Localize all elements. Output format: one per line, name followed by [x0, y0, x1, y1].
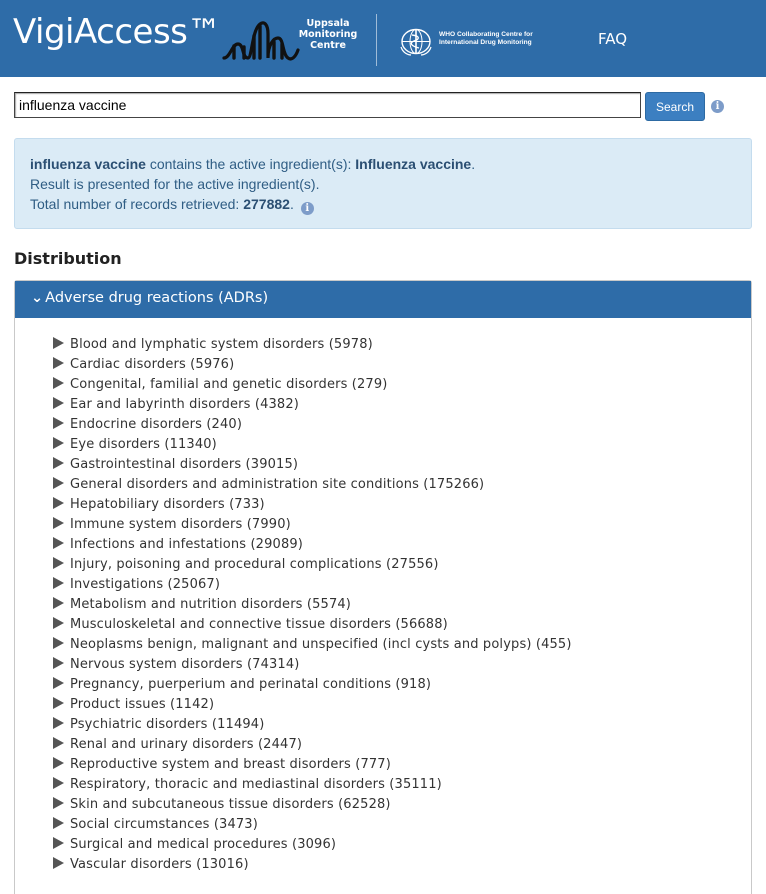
expand-arrow-icon[interactable] [53, 497, 64, 509]
adr-tree-item[interactable] [53, 836, 572, 856]
adr-tree-item[interactable] [53, 716, 572, 736]
result-total-suffix: . [289, 196, 294, 212]
adr-tree-item[interactable] [53, 676, 572, 696]
result-drug-name: influenza vaccine [30, 156, 146, 172]
adr-panel-title: Adverse drug reactions (ADRs) [45, 290, 269, 306]
adr-tree-item[interactable] [53, 516, 572, 536]
total-info-icon[interactable]: i [301, 202, 314, 215]
adr-tree-item-label: Hepatobiliary disorders (733) [70, 497, 265, 512]
site-header [0, 0, 766, 77]
adr-tree-item[interactable] [53, 696, 572, 716]
expand-arrow-icon[interactable] [53, 397, 64, 409]
result-total-value: 277882 [243, 196, 290, 212]
adr-tree-item-label: Infections and infestations (29089) [70, 537, 304, 552]
distribution-title: Distribution [14, 249, 122, 268]
adr-tree-item[interactable] [53, 756, 572, 776]
adr-tree-item[interactable] [53, 416, 572, 436]
expand-arrow-icon[interactable] [53, 677, 64, 689]
chevron-down-icon: ⌄ [31, 290, 44, 306]
adr-tree-item-label: Metabolism and nutrition disorders (5574) [70, 597, 352, 612]
adr-tree-item[interactable] [53, 496, 572, 516]
adr-tree-item-label: General disorders and administration site conditions (175266) [70, 477, 485, 492]
expand-arrow-icon[interactable] [53, 837, 64, 849]
adr-tree-item[interactable] [53, 556, 572, 576]
expand-arrow-icon[interactable] [53, 597, 64, 609]
adr-tree-item[interactable] [53, 776, 572, 796]
adr-tree-item[interactable] [53, 656, 572, 676]
expand-arrow-icon[interactable] [53, 517, 64, 529]
adr-tree-item-label: Cardiac disorders (5976) [70, 357, 235, 372]
umc-label: Uppsala Monitoring Centre [298, 18, 358, 51]
who-label: WHO Collaborating Centre for International Drug Monitoring [439, 31, 533, 46]
expand-arrow-icon[interactable] [53, 737, 64, 749]
expand-arrow-icon[interactable] [53, 537, 64, 549]
adr-tree-item-label: Blood and lymphatic system disorders (5978) [70, 337, 373, 352]
expand-arrow-icon[interactable] [53, 757, 64, 769]
adr-tree-item-label: Eye disorders (11340) [70, 437, 217, 452]
umc-logo-icon [222, 14, 300, 66]
adr-tree-item[interactable] [53, 796, 572, 816]
adr-tree-item-label: Investigations (25067) [70, 577, 221, 592]
adr-tree-item-label: Vascular disorders (13016) [70, 857, 249, 872]
adr-tree-item-label: Surgical and medical procedures (3096) [70, 837, 337, 852]
expand-arrow-icon[interactable] [53, 657, 64, 669]
adr-tree-item-label: Skin and subcutaneous tissue disorders (62528) [70, 797, 391, 812]
site-brand[interactable]: VigiAccess™ [13, 12, 221, 52]
adr-tree-item[interactable] [53, 636, 572, 656]
adr-tree-item-label: Psychiatric disorders (11494) [70, 717, 265, 732]
result-period: . [471, 156, 476, 172]
adr-tree-item[interactable] [53, 596, 572, 616]
adr-tree-item[interactable] [53, 436, 572, 456]
adr-tree-item-label: Social circumstances (3473) [70, 817, 258, 832]
search-info-icon[interactable]: i [711, 100, 724, 113]
adr-panel-header[interactable] [15, 281, 751, 318]
adr-tree-item-label: Immune system disorders (7990) [70, 517, 291, 532]
expand-arrow-icon[interactable] [53, 857, 64, 869]
result-total-label: Total number of records retrieved: [30, 196, 240, 212]
adr-tree-item-label: Pregnancy, puerperium and perinatal conditions (918) [70, 677, 432, 692]
result-ingredient: Influenza vaccine [355, 156, 472, 172]
adr-tree-item[interactable] [53, 576, 572, 596]
header-divider [376, 14, 377, 66]
adr-tree-item-label: Endocrine disorders (240) [70, 417, 243, 432]
expand-arrow-icon[interactable] [53, 817, 64, 829]
adr-tree-item-label: Product issues (1142) [70, 697, 215, 712]
expand-arrow-icon[interactable] [53, 777, 64, 789]
result-line-ingredient [30, 154, 736, 174]
result-summary [14, 138, 752, 229]
result-line-presented: Result is presented for the active ingredient(s). [30, 176, 320, 192]
who-emblem-icon [399, 27, 433, 56]
expand-arrow-icon[interactable] [53, 337, 64, 349]
adr-tree-item[interactable] [53, 476, 572, 496]
search-button[interactable]: Search [645, 92, 705, 121]
expand-arrow-icon[interactable] [53, 717, 64, 729]
expand-arrow-icon[interactable] [53, 357, 64, 369]
adr-tree-item-label: Ear and labyrinth disorders (4382) [70, 397, 299, 412]
expand-arrow-icon[interactable] [53, 457, 64, 469]
adr-tree-item-label: Nervous system disorders (74314) [70, 657, 300, 672]
faq-link[interactable]: FAQ [598, 30, 628, 48]
adr-tree-item-label: Neoplasms benign, malignant and unspecified (incl cysts and polyps) (455) [70, 637, 572, 652]
expand-arrow-icon[interactable] [53, 417, 64, 429]
expand-arrow-icon[interactable] [53, 637, 64, 649]
adr-tree-item-label: Injury, poisoning and procedural complications (27556) [70, 557, 439, 572]
adr-panel [14, 280, 752, 894]
adr-tree-item[interactable] [53, 336, 572, 356]
expand-arrow-icon[interactable] [53, 697, 64, 709]
result-contains-text: contains the active ingredient(s): [149, 156, 352, 172]
adr-tree [53, 336, 572, 876]
expand-arrow-icon[interactable] [53, 617, 64, 629]
adr-tree-item[interactable] [53, 396, 572, 416]
adr-tree-item-label: Reproductive system and breast disorders (777) [70, 757, 391, 772]
search-input[interactable] [14, 92, 641, 118]
expand-arrow-icon[interactable] [53, 437, 64, 449]
adr-tree-item[interactable] [53, 356, 572, 376]
result-line-total [30, 194, 736, 215]
adr-tree-item[interactable] [53, 816, 572, 836]
adr-tree-item[interactable] [53, 376, 572, 396]
adr-tree-item-label: Musculoskeletal and connective tissue disorders (56688) [70, 617, 448, 632]
expand-arrow-icon[interactable] [53, 477, 64, 489]
adr-tree-item-label: Gastrointestinal disorders (39015) [70, 457, 299, 472]
adr-tree-item-label: Respiratory, thoracic and mediastinal disorders (35111) [70, 777, 442, 792]
adr-tree-item-label: Renal and urinary disorders (2447) [70, 737, 303, 752]
adr-tree-item[interactable] [53, 616, 572, 636]
adr-tree-item[interactable] [53, 456, 572, 476]
adr-tree-item[interactable] [53, 736, 572, 756]
expand-arrow-icon[interactable] [53, 377, 64, 389]
adr-tree-item-label: Congenital, familial and genetic disorders (279) [70, 377, 388, 392]
adr-tree-item[interactable] [53, 856, 572, 876]
adr-tree-item[interactable] [53, 536, 572, 556]
expand-arrow-icon[interactable] [53, 577, 64, 589]
expand-arrow-icon[interactable] [53, 797, 64, 809]
expand-arrow-icon[interactable] [53, 557, 64, 569]
